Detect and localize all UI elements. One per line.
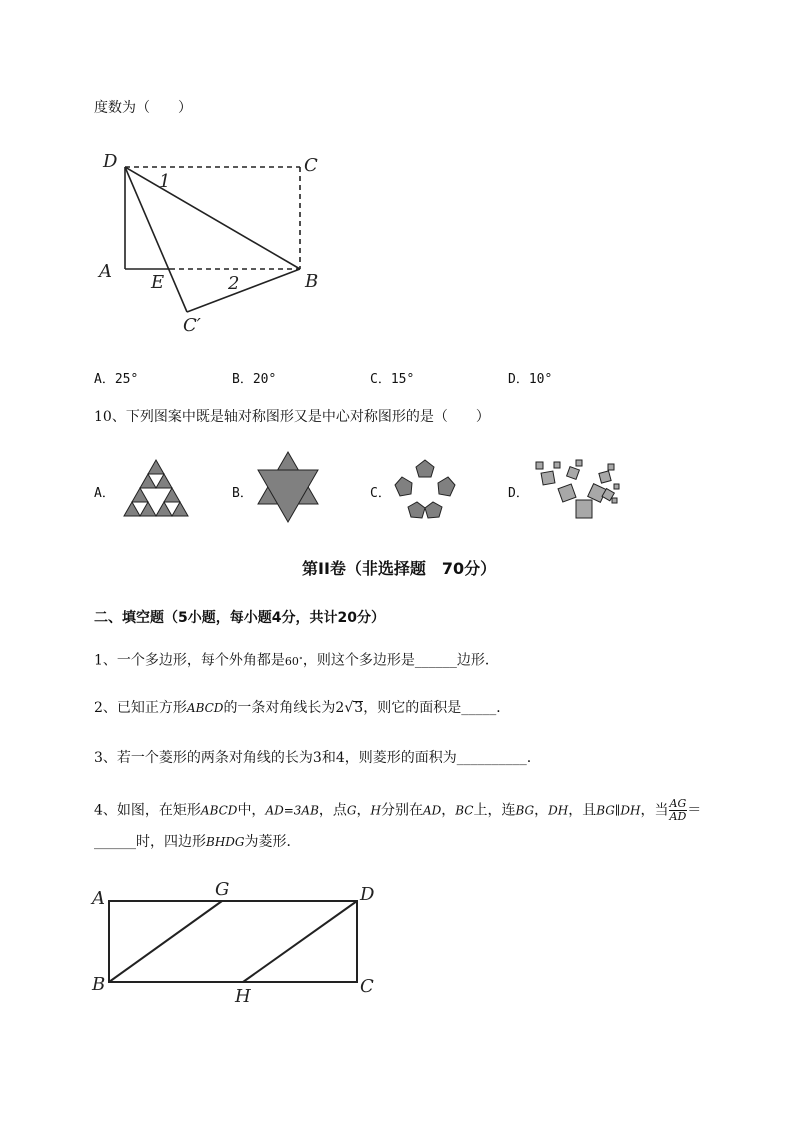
fill-q2-text-a: 2、已知正方形 bbox=[94, 700, 187, 716]
fill-q2-text-b: 的一条对角线长为2 bbox=[223, 700, 345, 716]
angle-label-1: 1 bbox=[159, 171, 171, 192]
q4-fraction bbox=[669, 798, 688, 823]
q4-j: ，当 bbox=[640, 802, 669, 819]
fill-q1-text-b: ，则这个多边形是______边形． bbox=[302, 652, 499, 669]
q4-rect: ABCD bbox=[200, 803, 238, 818]
rect-label-g: G bbox=[215, 880, 230, 900]
q4-h2: ， bbox=[534, 802, 549, 819]
q4-b: 中， bbox=[237, 802, 266, 819]
q9-option-c: C．15° bbox=[370, 372, 415, 387]
fill-q2 bbox=[94, 698, 510, 718]
label-c: C bbox=[304, 155, 318, 176]
q4-line2a: ______时，四边形 bbox=[94, 834, 206, 850]
q4-dh: DH bbox=[548, 803, 569, 818]
q10-pythagoras-tree bbox=[530, 458, 620, 522]
q4-e: 分别在 bbox=[380, 802, 423, 819]
q4-frac-den: AD bbox=[669, 810, 687, 823]
q10-sierpinski-triangle bbox=[122, 458, 190, 518]
rect-label-b: B bbox=[92, 974, 106, 995]
fill-q3: 3、若一个菱形的两条对角线的长为3和4，则菱形的面积为__________. bbox=[94, 750, 532, 766]
q4-ad: AD bbox=[422, 803, 442, 818]
q10-pentagon-ring bbox=[392, 458, 458, 520]
fill-q1-angle bbox=[285, 655, 303, 668]
fill-q2-text-c: ，则它的面积是_____． bbox=[363, 700, 511, 716]
fill-q1-text-a: 1、一个多边形，每个外角都是 bbox=[94, 652, 285, 669]
sqrt-sign: √ bbox=[344, 700, 354, 716]
fill-in-part-title: 二、填空题（5小题，每小题4分，共计20分） bbox=[94, 610, 385, 626]
q4-figure bbox=[88, 880, 388, 1010]
rect-label-c: C bbox=[360, 976, 374, 997]
label-e: E bbox=[151, 272, 165, 293]
q4-frac-num: AG bbox=[669, 797, 687, 810]
angle-label-2: 2 bbox=[228, 273, 240, 294]
degree-mark: ∘ bbox=[298, 653, 303, 662]
q10-option-c-label: C． bbox=[370, 486, 391, 501]
rect-label-a: A bbox=[92, 888, 105, 909]
label-a: A bbox=[99, 261, 112, 282]
q4-i: ，且 bbox=[568, 802, 597, 819]
rect-label-d: D bbox=[360, 884, 375, 905]
q4-h: H bbox=[370, 803, 381, 818]
fill-q4-line-1 bbox=[94, 798, 701, 823]
q10-option-a-label: A． bbox=[94, 486, 115, 501]
q9-option-a: A．25° bbox=[94, 372, 139, 387]
q4-bc: BC bbox=[455, 803, 474, 818]
edge-db bbox=[125, 167, 300, 269]
q10-option-d-label: D． bbox=[508, 486, 529, 501]
fill-q2-square-name: ABCD bbox=[186, 701, 224, 715]
label-d: D bbox=[103, 151, 118, 172]
edge-c-prime-b bbox=[187, 269, 300, 312]
q9-option-d: D．10° bbox=[508, 372, 553, 387]
q4-bg: BG bbox=[515, 803, 535, 818]
q10-six-point-star bbox=[256, 450, 320, 524]
q4-c: ，点 bbox=[318, 802, 347, 819]
fill-q1 bbox=[94, 648, 499, 672]
segment-dh bbox=[243, 901, 357, 982]
rect-label-h: H bbox=[235, 986, 251, 1007]
q10-stem: 10、下列图案中既是轴对称图形又是中心对称图形的是（ ） bbox=[94, 409, 490, 425]
q4-k: ＝ bbox=[687, 802, 702, 819]
rectangle-abcd bbox=[109, 901, 357, 982]
q4-g2: 上，连 bbox=[473, 802, 516, 819]
q4-eq: AD=3AB bbox=[265, 803, 319, 818]
fill-q4-line-2 bbox=[94, 832, 301, 852]
q4-g: G bbox=[346, 803, 357, 818]
label-c-prime: C′ bbox=[183, 315, 201, 336]
q4-par: BG∥DH bbox=[596, 803, 641, 818]
q9-option-b: B．20° bbox=[232, 372, 277, 387]
q4-f: ， bbox=[441, 802, 456, 819]
q10-option-b-label: B． bbox=[232, 486, 253, 501]
section-2-title: 第II卷（非选择题 70分） bbox=[302, 559, 497, 578]
q4-bhdg: BHDG bbox=[206, 835, 245, 849]
q4-a: 4、如图，在矩形 bbox=[94, 802, 201, 819]
label-b: B bbox=[305, 271, 319, 292]
fill-q2-radicand: 3 bbox=[354, 700, 364, 716]
q4-d: ， bbox=[356, 802, 371, 819]
q9-stem-tail: 度数为（ ） bbox=[94, 100, 192, 116]
q4-line2b: 为菱形． bbox=[244, 834, 301, 850]
q9-figure bbox=[95, 145, 335, 340]
segment-bg bbox=[109, 901, 222, 982]
fill-q1-angle-value: 60 bbox=[284, 654, 299, 668]
